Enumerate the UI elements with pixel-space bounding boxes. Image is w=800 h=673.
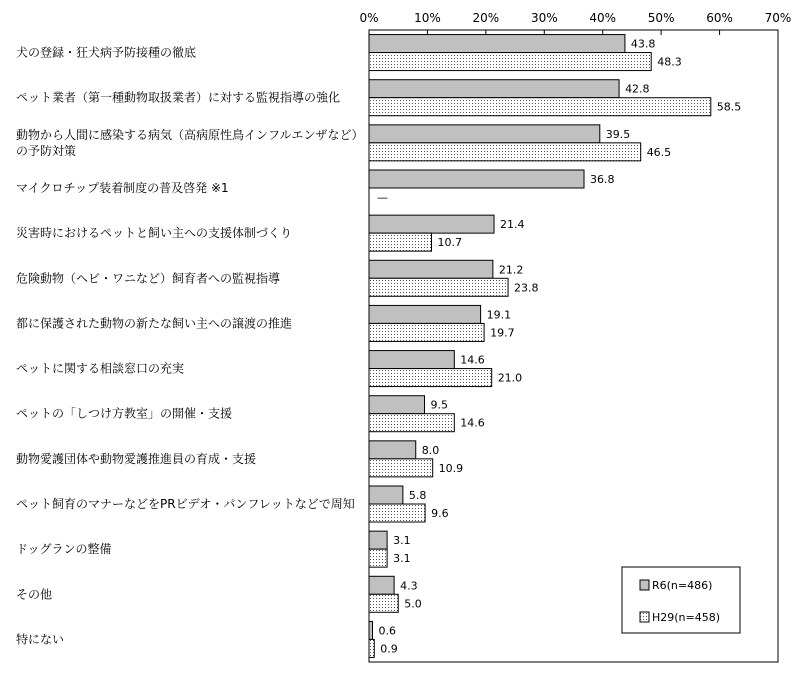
bar-r6 xyxy=(369,396,425,414)
category-label-line: 特にない xyxy=(16,632,65,647)
value-label: 5.0 xyxy=(404,597,422,611)
category-label xyxy=(16,45,196,60)
category-label xyxy=(16,361,184,376)
bar-r6 xyxy=(369,305,481,323)
x-tick-label: 40% xyxy=(589,11,617,25)
category-label-line: 災害時におけるペットと飼い主への支援体制づくり xyxy=(16,226,293,241)
value-label: 19.7 xyxy=(490,326,515,340)
value-label: 58.5 xyxy=(716,100,742,114)
bar-h29 xyxy=(369,98,711,116)
bar-r6 xyxy=(369,80,619,98)
value-label: 42.8 xyxy=(625,82,650,96)
value-label: 21.4 xyxy=(500,218,525,232)
category-label-line: その他 xyxy=(16,587,53,602)
category-label xyxy=(16,406,232,421)
x-tick-label: 30% xyxy=(530,11,558,25)
category-label xyxy=(16,451,256,466)
bar-r6 xyxy=(369,125,600,143)
legend-swatch xyxy=(640,612,649,622)
bar-h29 xyxy=(369,594,398,612)
value-label: 43.8 xyxy=(630,37,656,51)
bar-r6 xyxy=(369,576,394,594)
value-label: 48.3 xyxy=(657,55,682,69)
category-label xyxy=(16,315,292,330)
category-label xyxy=(16,90,340,105)
bar-r6 xyxy=(369,441,416,459)
category-label-line: の予防対策 xyxy=(16,143,77,158)
bar-h29 xyxy=(369,459,433,477)
legend-label: H29(n=458) xyxy=(652,611,721,624)
category-label-line: ペット業者（第一種動物取扱業者）に対する監視指導の強化 xyxy=(16,90,341,105)
value-label: 21.2 xyxy=(498,263,524,277)
bar-h29 xyxy=(369,278,508,296)
x-tick-label: 70% xyxy=(764,11,792,25)
category-label-line: ペット飼育のマナーなどをPRビデオ・パンフレットなどで周知 xyxy=(16,497,355,511)
value-label: 36.8 xyxy=(590,173,615,186)
value-label: 23.8 xyxy=(514,281,539,295)
category-label xyxy=(16,180,229,195)
bar-h29 xyxy=(369,143,641,161)
category-label xyxy=(16,586,52,601)
category-label xyxy=(16,127,364,158)
category-label xyxy=(16,541,112,556)
bar-h29 xyxy=(369,323,484,341)
bar-r6 xyxy=(369,35,625,53)
bar-r6 xyxy=(369,351,454,369)
value-label: 39.5 xyxy=(605,127,631,141)
category-label-line: 動物愛護団体や動物愛護推進員の育成・支援 xyxy=(16,451,257,466)
bar-r6 xyxy=(369,260,493,278)
x-tick-label: 60% xyxy=(706,11,733,25)
category-label-line: マイクロチップ装着制度の普及啓発 ※1 xyxy=(16,181,229,195)
value-label: 8.0 xyxy=(421,443,440,457)
legend xyxy=(622,567,740,633)
category-label-line: 動物から人間に感染する病気（高病原性鳥インフルエンザなど） xyxy=(16,127,364,142)
category-label xyxy=(16,225,292,240)
value-label: 5.8 xyxy=(408,489,427,502)
bar-r6 xyxy=(369,621,373,639)
bar-r6 xyxy=(369,215,494,233)
bar-h29 xyxy=(369,639,374,657)
category-label-line: 犬の登録・狂犬病予防接種の徹底 xyxy=(16,45,197,60)
bar-r6 xyxy=(369,486,403,504)
value-label: 4.3 xyxy=(400,579,418,593)
x-tick-label: 10% xyxy=(414,11,441,25)
bar-h29 xyxy=(369,549,387,567)
legend-swatch xyxy=(640,580,649,590)
value-label: 14.6 xyxy=(460,353,485,367)
value-label: 9.6 xyxy=(431,507,449,520)
value-label: 46.5 xyxy=(646,145,672,159)
category-label-line: ドッグランの整備 xyxy=(16,542,112,557)
value-label: 21.0 xyxy=(497,371,523,385)
value-label: 3.1 xyxy=(393,552,411,566)
bar-r6 xyxy=(369,170,584,188)
x-tick-label: 0% xyxy=(359,11,379,25)
value-label: 0.6 xyxy=(378,624,397,638)
category-label-line: ペットの「しつけ方教室」の開催・支援 xyxy=(16,406,233,421)
bar-h29 xyxy=(369,369,492,387)
value-label: 9.5 xyxy=(430,398,449,412)
category-label xyxy=(16,496,355,511)
legend-label: R6(n=486) xyxy=(652,579,713,592)
category-label xyxy=(16,631,64,646)
bar-h29 xyxy=(369,233,432,251)
value-label: — xyxy=(377,191,388,204)
value-label: 10.9 xyxy=(438,461,464,475)
value-label: 14.6 xyxy=(460,416,485,430)
category-label-line: 危険動物（ヘビ・ワニなど）飼育者への監視指導 xyxy=(16,271,281,286)
category-label xyxy=(16,270,280,285)
value-label: 10.7 xyxy=(437,236,463,250)
value-label: 3.1 xyxy=(393,534,411,548)
bar-h29 xyxy=(369,53,651,71)
x-tick-label: 20% xyxy=(472,11,500,25)
value-label: 0.9 xyxy=(380,642,398,656)
bar-r6 xyxy=(369,531,387,549)
value-label: 19.1 xyxy=(486,308,512,322)
x-tick-label: 50% xyxy=(647,11,675,25)
bar-h29 xyxy=(369,504,425,522)
bar-h29 xyxy=(369,414,454,432)
category-label-line: 都に保護された動物の新たな飼い主への譲渡の推進 xyxy=(16,316,293,331)
category-label-line: ペットに関する相談窓口の充実 xyxy=(16,361,185,376)
